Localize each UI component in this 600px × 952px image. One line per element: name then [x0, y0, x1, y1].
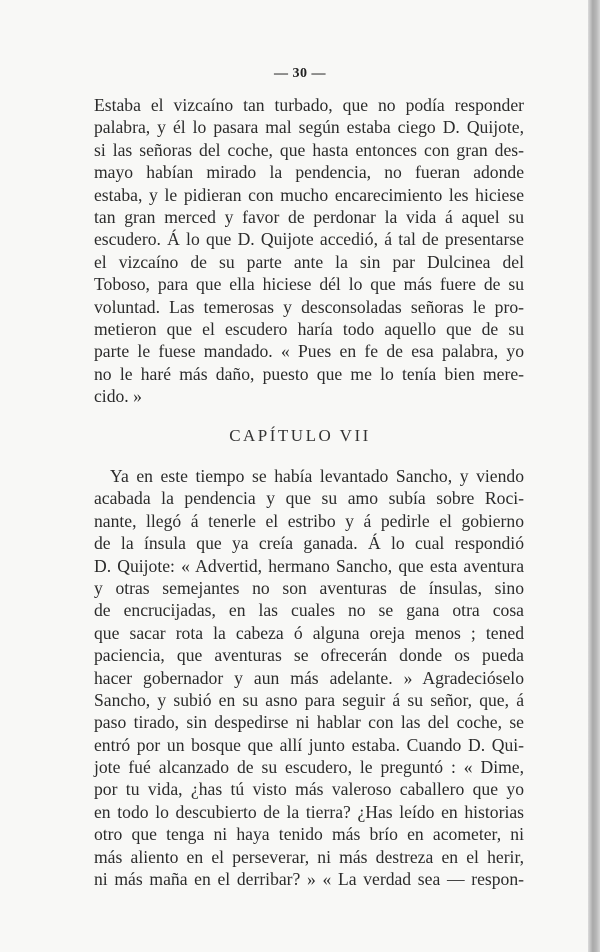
text-line: de la ínsula que ya creía ganada. Á lo cual respondió	[94, 533, 524, 554]
text-line: Ya en este tiempo se había levantado Sancho, y viendo	[110, 466, 524, 486]
text-line: paciencia, que aventuras se ofrecerán donde os pueda	[94, 645, 524, 666]
text-line: entró por un bosque que allí junto estaba. Cuando D. Qui-	[94, 734, 524, 755]
text-line: que sacar rota la cabeza ó alguna oreja menos ; tened	[94, 622, 524, 643]
text-line: Toboso, para que ella hiciese dél lo que más fuere de su	[94, 274, 524, 295]
text-line: escudero. Á lo que D. Quijote accedió, á tal de presentarse	[94, 229, 524, 250]
text-line: cido. »	[94, 386, 142, 407]
text-line: en todo lo descubierto de la tierra? ¿Has leído en historias	[94, 801, 524, 822]
text-line: más aliento en el perseverar, ni más destreza en el herir,	[94, 846, 524, 867]
text-line: voluntad. Las temerosas y desconsoladas señoras le pro-	[94, 296, 524, 317]
text-line: Estaba el vizcaíno tan turbado, que no podía responder	[94, 95, 524, 115]
text-line: ni más maña en el derribar? » « La verdad sea — respon-	[94, 869, 524, 890]
text-line: estaba, y le pidieran con mucho encarecimiento les hiciese	[94, 184, 524, 205]
text-line: si las señoras del coche, que hasta entonces con gran des-	[94, 139, 524, 160]
text-line: acabada la pendencia y que su amo subía sobre Roci-	[94, 488, 524, 509]
text-line: nante, llegó á tenerle el estribo y á pedirle el gobierno	[94, 510, 524, 531]
text-line: de encrucijadas, en las cuales no se gana otra cosa	[94, 600, 524, 621]
text-line: mayo habían mirado la pendencia, no fueran adonde	[94, 162, 524, 183]
text-line: parte le fuese mandado. « Pues en fe de esa palabra, yo	[94, 341, 524, 362]
chapter-paragraph	[94, 465, 524, 890]
text-line: metieron que el escudero haría todo aquello que de su	[94, 318, 524, 339]
text-line: paso tirado, sin despedirse ni hablar con las del coche, se	[94, 712, 524, 733]
text-line: el vizcaíno de su parte ante la sin par Dulcinea del	[94, 251, 524, 272]
text-line: jote fué alcanzado de su escudero, le preguntó : « Dime,	[94, 757, 524, 778]
text-line: y otras semejantes no son aventuras de ínsulas, sino	[94, 577, 524, 598]
text-line: D. Quijote: « Advertid, hermano Sancho, que esta aventura	[94, 555, 524, 576]
text-line: otro que tenga ni haya tenido más brío en acometer, ni	[94, 824, 524, 845]
text-line: tan gran merced y favor de perdonar la vida á aquel su	[94, 206, 524, 227]
page-edge-shadow	[588, 0, 600, 952]
text-line: por tu vida, ¿has tú visto más valeroso caballero que yo	[94, 779, 524, 800]
text-line: Sancho, y subió en su asno para seguir á su señor, que, á	[94, 689, 524, 710]
text-line: no le haré más daño, puesto que me lo tenía bien mere-	[94, 363, 524, 384]
text-line: palabra, y él lo pasara mal según estaba ciego D. Quijote,	[94, 117, 524, 138]
paragraph-continued	[94, 94, 524, 407]
text-line: hacer gobernador y aun más adelante. » Agradecióselo	[94, 667, 524, 688]
page-number: — 30 —	[274, 66, 326, 81]
chapter-title: CAPÍTULO VII	[229, 426, 371, 445]
